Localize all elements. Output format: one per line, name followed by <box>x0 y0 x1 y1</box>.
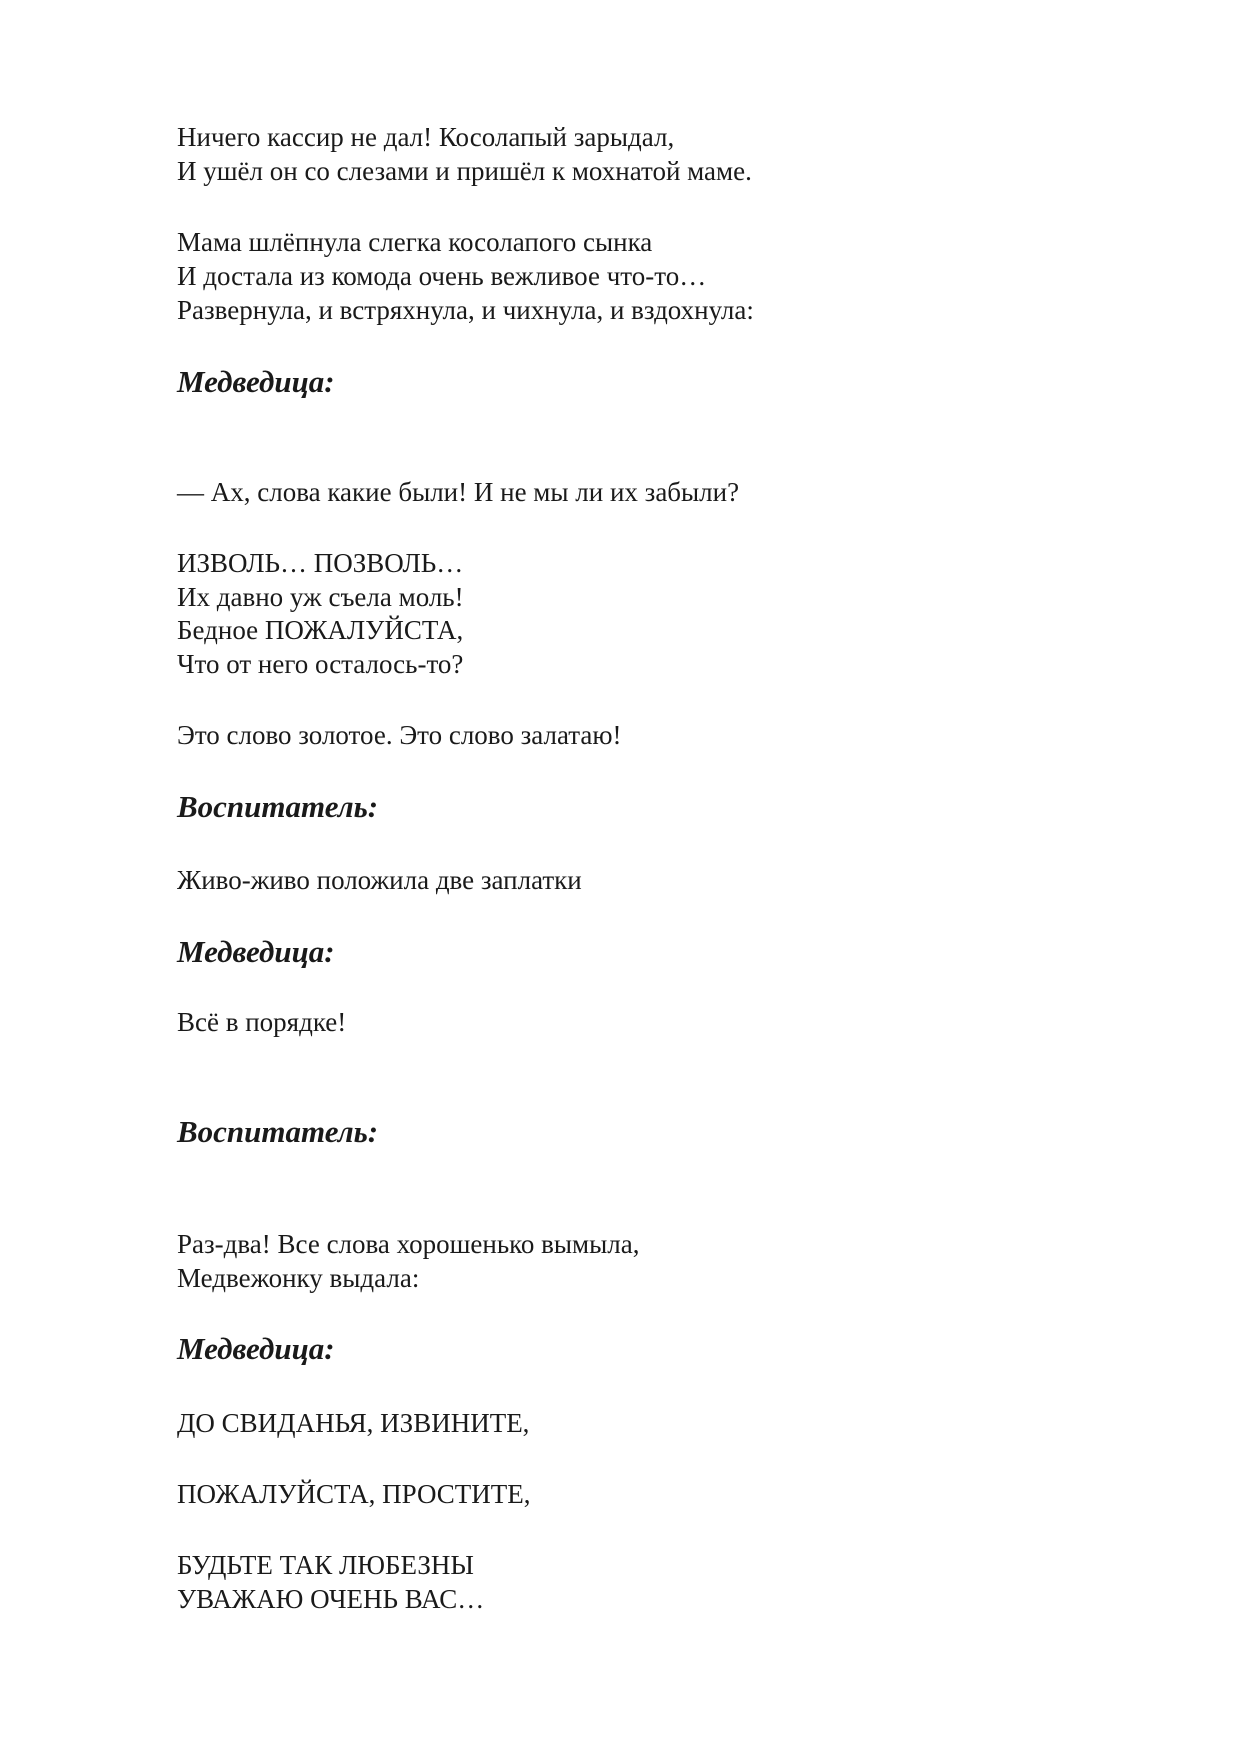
verse-line: Ничего кассир не дал! Косолапый зарыдал, <box>177 122 675 152</box>
verse-line: Развернула, и встряхнула, и чихнула, и вздохнула: <box>177 295 754 325</box>
verse-line: БУДЬТЕ ТАК ЛЮБЕЗНЫ <box>177 1550 474 1580</box>
verse-line: Всё в порядке! <box>177 1007 347 1037</box>
verse-line: Это слово золотое. Это слово залатаю! <box>177 720 622 750</box>
verse-line: Раз-два! Все слова хорошенько вымыла, <box>177 1229 640 1259</box>
verse-line: Что от него осталось-то? <box>177 649 464 679</box>
verse-line: ИЗВОЛЬ… ПОЗВОЛЬ… <box>177 548 464 578</box>
verse-line: УВАЖАЮ ОЧЕНЬ ВАС… <box>177 1584 485 1614</box>
speaker-heading: Медведица: <box>177 1331 335 1366</box>
verse-line: Мама шлёпнула слегка косолапого сынка <box>177 227 653 257</box>
verse-line: ПОЖАЛУЙСТА, ПРОСТИТЕ, <box>177 1479 531 1509</box>
verse-line: И достала из комода очень вежливое что-то… <box>177 261 707 291</box>
verse-line: Живо-живо положила две заплатки <box>177 865 582 895</box>
speaker-heading: Воспитатель: <box>177 789 379 824</box>
speaker-heading: Медведица: <box>177 934 335 969</box>
speaker-heading: Воспитатель: <box>177 1114 379 1149</box>
verse-line: ДО СВИДАНЬЯ, ИЗВИНИТЕ, <box>177 1408 530 1438</box>
verse-line: Бедное ПОЖАЛУЙСТА, <box>177 615 464 645</box>
speaker-heading: Медведица: <box>177 364 335 399</box>
verse-line: Их давно уж съела моль! <box>177 582 464 612</box>
verse-line: — Ах, слова какие были! И не мы ли их забыли? <box>177 477 740 507</box>
verse-line: И ушёл он со слезами и пришёл к мохнатой маме. <box>177 156 752 186</box>
verse-line: Медвежонку выдала: <box>177 1263 420 1293</box>
